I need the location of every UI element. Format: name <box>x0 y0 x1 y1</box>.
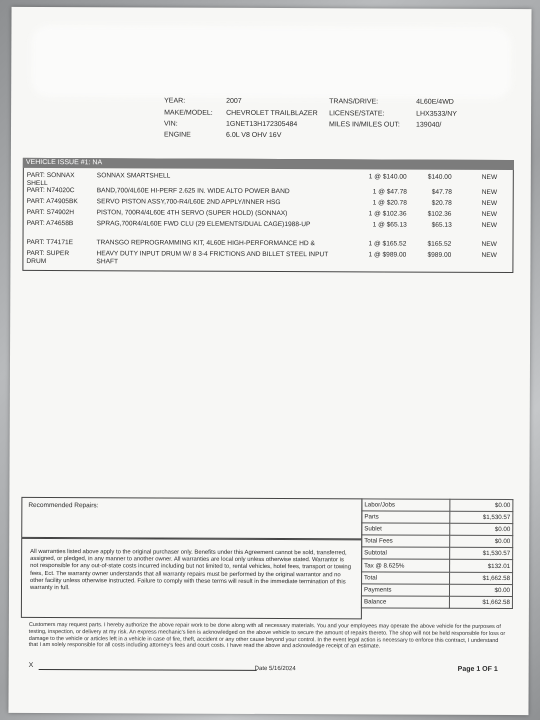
part-qty-price: 1 @ $47.78 <box>372 188 407 196</box>
part-number: PART: SONNAX SHELL <box>26 171 75 187</box>
recommended-repairs-box <box>21 497 362 539</box>
part-qty-price: 1 @ $65.13 <box>372 221 407 229</box>
part-qty-price: 1 @ $140.00 <box>368 173 407 181</box>
signature-line <box>39 669 257 671</box>
part-amount: $47.78 <box>431 188 452 196</box>
totals-value: $1,662.58 <box>449 572 512 584</box>
totals-label: Labor/Jobs <box>362 499 450 511</box>
totals-value: $1,530.57 <box>450 511 513 523</box>
trans-value: 4L60E/4WD <box>416 98 454 106</box>
totals-row <box>362 571 513 584</box>
recommended-repairs-label: Recommended Repairs: <box>28 501 99 510</box>
part-amount: $102.36 <box>427 210 452 218</box>
totals-value: $0.00 <box>450 536 513 548</box>
part-number: PART: SUPER DRUM <box>26 249 70 265</box>
part-status: NEW <box>481 251 497 259</box>
totals-row <box>362 547 513 560</box>
totals-row <box>362 559 513 572</box>
warranty-box <box>21 538 362 619</box>
part-number: PART: A74905BK <box>26 197 78 206</box>
part-number: PART: T74171E <box>26 238 74 247</box>
date-label: Date 5/16/2024 <box>254 665 296 673</box>
totals-row <box>362 535 513 548</box>
warranty-text: All warranties listed above apply to the original purchaser only. Benefits under this Agreement cannot be sold, transferred, assigned, or pledged, in any manner to another owner. All warranties are local only unless otherwise stated. Warrantor is not responsible for any out-of-state costs incurred including but not limited to, rental vehicles, hotel fees, transport or towing fees, Ect. The warranty owner understands that all warranty repairs must be performed by the original warrantor and no other facility unless otherwise instructed. Failure to comply with these terms will result in the immediate termination of this warranty in full. <box>29 548 352 592</box>
part-description: SPRAG,700R4/4L60E FWD CLU (29 ELEMENTS/DUAL CAGE)1988-UP <box>96 220 311 229</box>
vehicle-issue-header: VEHICLE ISSUE #1: NA <box>23 158 514 170</box>
totals-label: Sublet <box>362 523 450 535</box>
totals-label: Balance <box>361 596 449 608</box>
totals-value: $0.00 <box>450 523 513 535</box>
table-row <box>24 208 513 218</box>
totals-table <box>361 498 513 609</box>
part-status: NEW <box>481 221 497 229</box>
part-status: NEW <box>481 199 498 207</box>
part-description: PISTON, 700R4/4L60E 4TH SERVO (SUPER HOLD) (SONNAX) <box>96 209 288 218</box>
engine-value: 6.0L V8 OHV 16V <box>225 131 282 140</box>
authorization-text: Customers may request parts. I hereby authorize the above repair work to be done along with all necessary materials. You and your employees may operate the above vehicle for the purposes of testing, inspection, or delivery at my risk. An express mechanic's lien is acknowledged on the above vehicle to secure the amount of repairs thereto. The shop will not be held responsible for loss or damage to the vehicle or articles left in a vehicle in case of fire, theft, accident or any other cause beyond your control. In the event legal action is necessary to enforce this contract, I understand that I am solely responsible for all costs including attorney's fees and court costs. I have read the above and acknowledge receipt of an estimate. <box>28 621 506 650</box>
part-description: BAND,700/4L60E HI-PERF 2.625 IN. WIDE ALTO POWER BAND <box>96 187 290 196</box>
page-number: Page 1 OF 1 <box>457 665 498 673</box>
vehicle-info <box>12 7 532 140</box>
miles-label: MILES IN/MILES OUT: <box>329 121 400 129</box>
totals-value: $1,662.58 <box>449 596 512 608</box>
make-model-label: MAKE/MODEL: <box>164 109 213 117</box>
signature-x: X <box>28 661 34 669</box>
part-number: PART: S74902H <box>26 208 75 217</box>
totals-label: Total <box>362 571 450 583</box>
part-qty-price: 1 @ $165.52 <box>368 240 407 248</box>
part-qty-price: 1 @ $989.00 <box>368 251 407 259</box>
vin-label: VIN: <box>164 120 178 128</box>
table-row <box>24 197 513 207</box>
part-status: NEW <box>481 210 498 218</box>
table-row <box>23 249 512 265</box>
totals-label: Parts <box>362 511 450 523</box>
totals-label: Subtotal <box>362 547 450 559</box>
totals-row <box>362 499 513 512</box>
totals-label: Payments <box>361 584 449 596</box>
year-value: 2007 <box>226 97 242 105</box>
part-amount: $20.78 <box>431 199 452 207</box>
part-number: PART: A74658B <box>26 219 74 228</box>
miles-value: 139040/ <box>416 121 442 129</box>
totals-row <box>362 511 513 524</box>
totals-row <box>361 584 512 597</box>
totals-value: $132.01 <box>449 560 512 572</box>
part-description: SERVO PISTON ASSY,700-R4/L60E 2ND APPLY/INNER HSG <box>96 198 281 207</box>
part-description: HEAVY DUTY INPUT DRUM W/ 8 3-4 FRICTIONS AND BILLET STEEL INPUT SHAFT <box>96 250 329 265</box>
part-amount: $989.00 <box>427 251 452 259</box>
engine-label: ENGINE <box>163 131 191 139</box>
part-description: TRANSGO REPROGRAMMING KIT, 4L60E HIGH-PERFORMANCE HD & <box>96 239 315 248</box>
totals-row <box>361 596 512 609</box>
totals-value: $0.00 <box>449 584 512 596</box>
part-number: PART: N74020C <box>26 186 75 195</box>
part-amount: $165.52 <box>427 240 452 248</box>
repair-estimate-page <box>8 7 531 715</box>
table-row <box>24 238 513 248</box>
redacted-header-area <box>31 25 511 99</box>
part-qty-price: 1 @ $20.78 <box>372 199 407 207</box>
totals-row <box>362 523 513 536</box>
totals-value: $1,530.57 <box>450 548 513 560</box>
trans-label: TRANS/DRIVE: <box>329 98 379 106</box>
vin-value: 1GNET13H172305484 <box>226 120 298 129</box>
part-status: NEW <box>481 188 498 196</box>
make-model-value: CHEVROLET TRAILBLAZER <box>226 109 318 118</box>
part-description: SONNAX SMARTSHELL <box>96 172 171 180</box>
totals-label: Total Fees <box>362 535 450 547</box>
year-label: YEAR: <box>164 97 186 105</box>
part-qty-price: 1 @ $102.36 <box>368 210 407 218</box>
table-row <box>24 171 513 187</box>
table-row <box>24 219 513 229</box>
part-status: NEW <box>481 173 498 181</box>
part-amount: $65.13 <box>431 221 452 229</box>
totals-label: Tax @ 8.625% <box>362 559 450 571</box>
license-value: LHX3533/NY <box>416 110 457 118</box>
license-label: LICENSE/STATE: <box>329 110 385 118</box>
totals-value: $0.00 <box>450 499 513 511</box>
part-status: NEW <box>481 240 497 248</box>
table-row <box>24 186 513 196</box>
parts-table <box>22 158 513 273</box>
part-amount: $140.00 <box>427 173 452 181</box>
